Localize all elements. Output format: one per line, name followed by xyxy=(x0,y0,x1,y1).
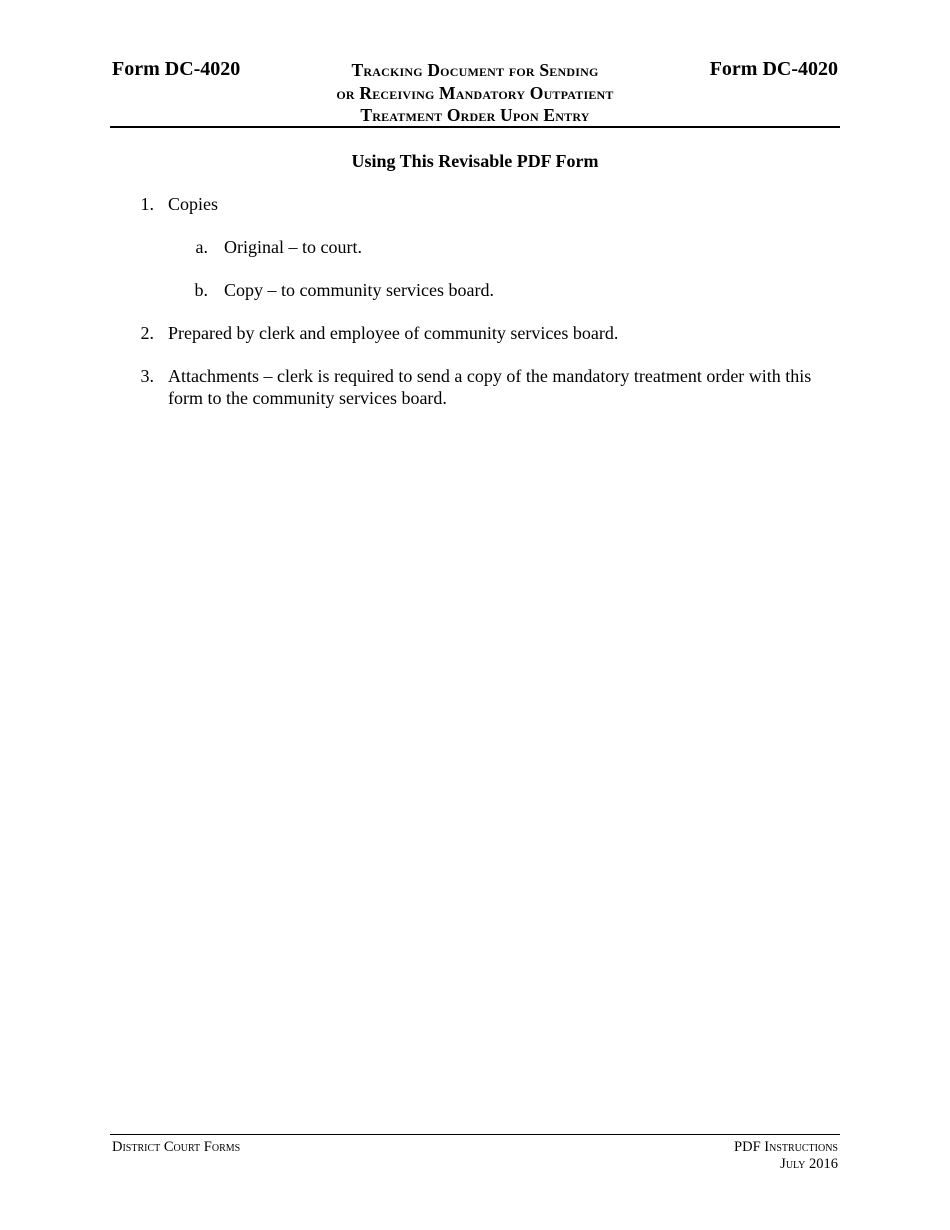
sub-item-text: Copy – to community services board. xyxy=(224,280,494,300)
list-item-text-line-2: form to the community services board. xyxy=(168,387,447,408)
page-footer xyxy=(110,1134,840,1175)
footer-right-line-2: July 2016 xyxy=(780,1156,838,1172)
form-id-right: Form DC-4020 xyxy=(709,58,838,80)
list-item-text: Prepared by clerk and employee of community services board. xyxy=(168,323,619,343)
list-item-text-line-1: Attachments – clerk is required to send a copy of the mandatory treatment order with this xyxy=(168,366,812,386)
list-item-number: 2. xyxy=(140,323,154,343)
sub-item-letter: a. xyxy=(195,237,208,257)
list-item-text: Copies xyxy=(168,194,219,214)
form-id-left: Form DC-4020 xyxy=(112,58,241,80)
list-item-number: 1. xyxy=(140,194,154,214)
document-title xyxy=(275,59,675,127)
section-heading: Using This Revisable PDF Form xyxy=(351,151,599,171)
title-line-2: or Receiving Mandatory Outpatient xyxy=(336,82,614,103)
page-header xyxy=(110,56,840,128)
title-line-3: Treatment Order Upon Entry xyxy=(360,105,590,125)
list-item-number: 3. xyxy=(140,366,154,386)
footer-right xyxy=(734,1139,838,1173)
footer-right-line-1: PDF Instructions xyxy=(734,1139,838,1155)
sub-item-text: Original – to court. xyxy=(224,237,362,257)
footer-left: District Court Forms xyxy=(112,1139,241,1155)
title-line-1: Tracking Document for Sending xyxy=(351,60,599,80)
sub-item-letter: b. xyxy=(194,280,208,300)
